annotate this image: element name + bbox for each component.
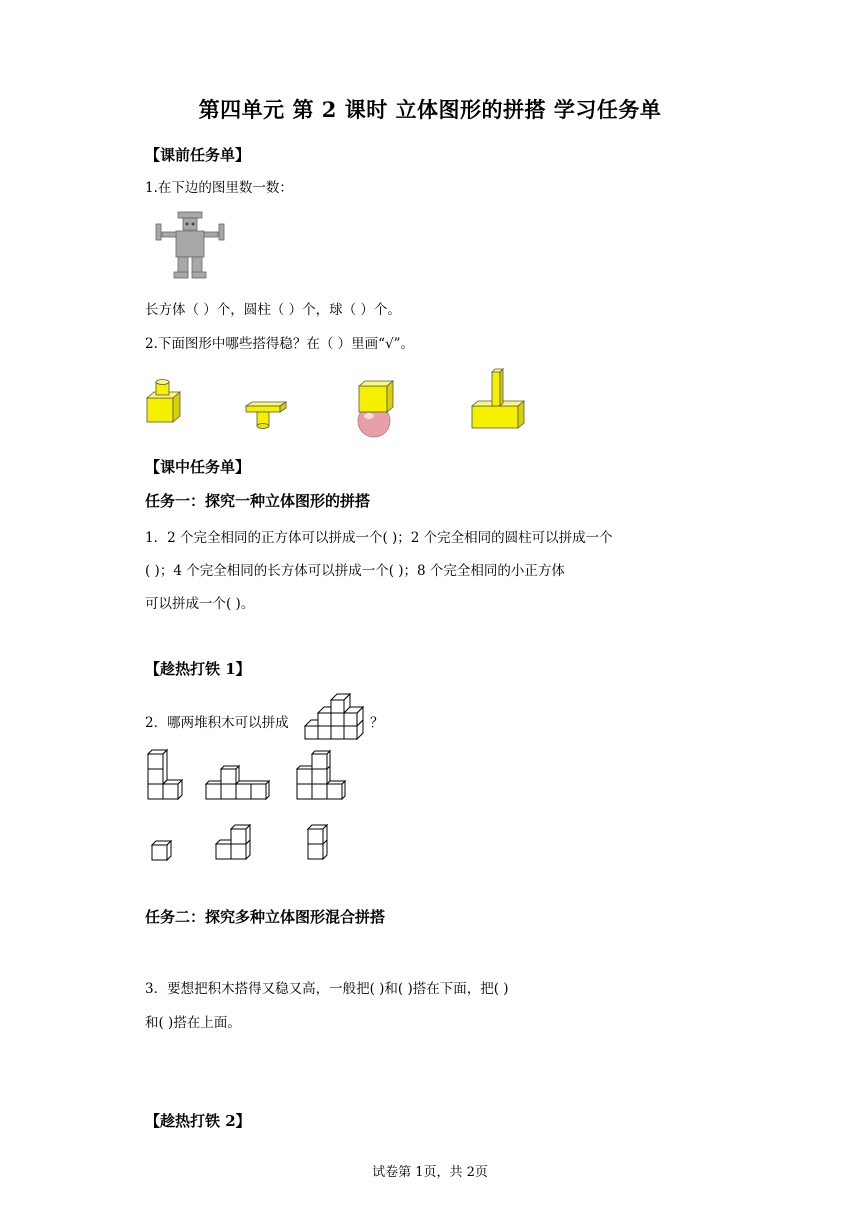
stacking-figure-cube-on-ball: [355, 378, 399, 440]
practice1-prompt-before: 2．哪两堆积木可以拼成: [145, 715, 289, 731]
section-header-pre-task: 【课前任务单】: [145, 146, 251, 164]
target-block-pile: [303, 694, 373, 742]
task1-title: 任务一：探究一种立体图形的拼搭: [145, 492, 371, 510]
q2-prompt: 2.下面图形中哪些搭得稳？在（ ）里画“√”。: [145, 336, 415, 352]
section-header-practice2: 【趁热打铁 2】: [145, 1112, 251, 1130]
q1-prompt: 1.在下边的图里数一数：: [145, 180, 293, 196]
q1-answer-line: 长方体（ ）个，圆柱（ ）个，球（ ）个。: [145, 302, 401, 318]
stacking-figure-board-on-cylinder: [244, 398, 294, 434]
task1-q-line1: 1．2 个完全相同的正方体可以拼成一个( )；2 个完全相同的圆柱可以拼成一个: [145, 530, 613, 546]
block-pile-option-d: [150, 840, 176, 862]
block-pile-option-b: [204, 766, 270, 802]
section-header-practice1: 【趁热打铁 1】: [145, 660, 251, 678]
block-pile-option-a: [146, 752, 186, 802]
task2-q-line2: 和( )搭在上面。: [145, 1015, 241, 1031]
block-pile-option-f: [306, 826, 332, 862]
page-title: 第四单元 第 2 课时 立体图形的拼搭 学习任务单: [198, 97, 662, 122]
block-pile-option-c: [295, 752, 347, 802]
stacking-figure-cylinder-on-cube: [144, 378, 184, 426]
practice1-prompt-after: ？: [370, 715, 384, 731]
task2-q-line1: 3．要想把积木搭得又稳又高，一般把( )和( )搭在下面，把( ): [145, 981, 509, 997]
block-pile-option-e: [214, 826, 254, 862]
section-header-in-class: 【课中任务单】: [145, 458, 251, 476]
page-footer: 试卷第 1页，共 2页: [372, 1165, 488, 1180]
task1-q-line3: 可以拼成一个( )。: [145, 596, 255, 612]
task2-title: 任务二：探究多种立体图形混合拼搭: [145, 908, 386, 926]
task1-q-line2: ( )；4 个完全相同的长方体可以拼成一个( )；8 个完全相同的小正方体: [145, 563, 565, 579]
stacking-figure-pole-on-base: [468, 366, 530, 432]
robot-figure: [150, 208, 230, 280]
